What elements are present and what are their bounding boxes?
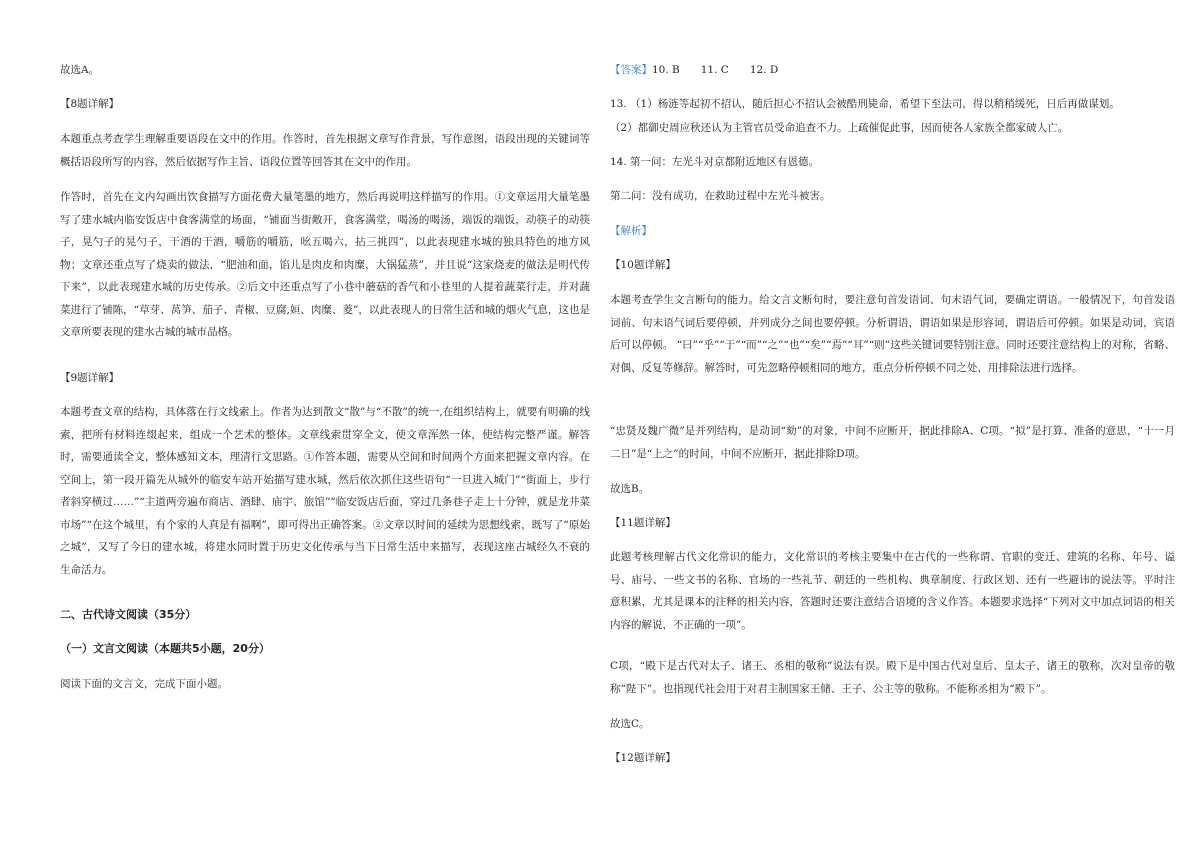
q13-line-1: 13. （1）杨涟等起初不招认，随后担心不招认会被酷刑毙命，希望下至法司，得以稍稍缓死，日后再做谋划。 [610,98,1120,110]
q10-paragraph-1: 本题考查学生文言断句的能力。给文言文断句时，要注意句首发语词、句末语气词，要确定谓语。一般情况下，句首发语词前、句末语气词后要停顿，并列成分之间也要停顿。分析谓语，谓语如果是形容词，谓语后可停顿。如果是动词，宾语后可以停顿。 “曰”“乎”“于”“而”“之”“也”“矣”“焉”“耳”“则”这些关键词要特别注意。同时还要注意结构上的对称，省略、对偶、反复等修辞。解答时，可先忽略停顿相同的地方，重点分析停顿不同之处，用排除法进行选择。 [610,294,1175,374]
answer-a: 故选A。 [60,64,100,76]
q12-header: 【12题详解】 [610,752,676,764]
q14-line-2: 第二问：没有成功，在救助过程中左光斗被害。 [610,190,831,202]
q10-paragraph-2: “忠贤及魏广微”是并列结构，是动词“劾”的对象，中间不应断开，据此排除A、C项。“拟”是打算、准备的意思，“十一月二日”是“上之”的时间，中间不应断开，据此排除D项。 [610,425,1175,460]
q8-paragraph-1: 本题重点考查学生理解重要语段在文中的作用。作答时，首先根据文章写作背景，写作意图，语段出现的关键词等概括语段所写的内容，然后依据写作主旨、语段位置等回答其在文中的作用。 [60,133,590,168]
answer-list: 10. B 11. C 12. D [652,64,779,76]
q8-header: 【8题详解】 [60,98,120,110]
section-heading: 二、古代诗文阅读（35分） [60,608,197,621]
q11-header: 【11题详解】 [610,517,676,529]
q13-line-2: （2）都御史周应秋还认为主管官员受命追查不力。上疏催促此事，因而使各人家族全都家破人亡。 [610,122,1069,134]
answer-line [610,59,1175,82]
q11-paragraph-2: C项，“殿下是古代对太子、诸王、丞相的敬称”说法有误。殿下是中国古代对皇后、皇太子、诸王的敬称，次对皇帝的敬称“陛下”。也指现代社会用于对君主制国家王储、王子、公主等的敬称。不能称丞相为“殿下”。 [610,660,1175,695]
q11-paragraph-1: 此题考核理解古代文化常识的能力，文化常识的考核主要集中在古代的一些称谓、官职的变迁、建筑的名称、年号、谥号、庙号、一些文书的名称、官场的一些礼节、朝廷的一些机构、典章制度、行政区划、还有一些避讳的说法等。平时注意积累，尤其是课本的注释的相关内容，答题时还要注意结合语境的含义作答。本题要求选择“下列对文中加点词语的相关内容的解说，不正确的一项”。 [610,551,1175,631]
subsection-heading: （一）文言文阅读（本题共5小题，20分） [60,642,270,655]
q9-paragraph-1: 本题考查文章的结构，具体落在行文线索上。作者为达到散文“散”与“不散”的统一,在组织结构上，就要有明确的线索，把所有材料连缀起来，组成一个艺术的整体。文章线索贯穿全文，使文章浑然一体，使结构完整严谨。解答时，需要通读全文，整体感知文本，理清行文思路。①作答本题，需要从空间和时间两个方面来把握文章内容。在空间上，第一段开篇先从城外的临安车站开始描写建水城，然后依次抓住这些语句“一旦进入城门”“街面上，步行者斜穿横过……”“主道两旁遍布商店、酒肆、庙宇、旅馆”“临安饭店后面，穿过几条巷子走上十分钟，就是龙井菜市场”“在这个城里，有个家的人真是有福啊”，即可得出正确答案。②文章以时间的延续为思想线索，既写了“原始之城”，又写了今日的建水城，将建水同时置于历史文化传承与当下日常生活中来描写，表现这座古城经久不衰的生命活力。 [60,406,590,576]
q14-line-1: 14. 第一问：左光斗对京都附近地区有恩德。 [610,156,820,168]
q8-paragraph-2: 作答时，首先在文内勾画出饮食描写方面花费大量笔墨的地方，然后再说明这样描写的作用。①文章运用大量笔墨写了建水城内临安饭店中食客满堂的场面，“铺面当街敞开，食客满堂，喝汤的喝汤，端饭的端饭，动筷子的动筷子，晃勺子的晃勺子，干酒的干酒，嚼筋的嚼筋，吆五喝六，拈三挑四”，以此表现建水城的独具特色的地方风物；文章还重点写了烧卖的做法，“肥油和面，馅儿是肉皮和肉糜，大锅猛蒸”，并且说“这家烧麦的做法是明代传下来”，以此表现建水城的历史传承。②后文中还重点写了小巷中蘑菇的香气和小巷里的人提着蔬菜行走，并对蔬菜进行了铺陈，“草芽、莴笋、茄子、青椒、豆腐,姮、肉糜、菱”，以此表现人的日常生活和城的烟火气息，这也是文章所要表现的建水古城的城市品格。 [60,191,590,338]
q10-header: 【10题详解】 [610,259,676,271]
analysis-tag: 【解析】 [610,225,652,237]
reading-instruction: 阅读下面的文言文，完成下面小题。 [60,678,228,690]
answer-tag: 【答案】 [610,64,652,76]
q9-header: 【9题详解】 [60,372,120,384]
answer-b: 故选B。 [610,483,650,495]
answer-c: 故选C。 [610,718,650,730]
